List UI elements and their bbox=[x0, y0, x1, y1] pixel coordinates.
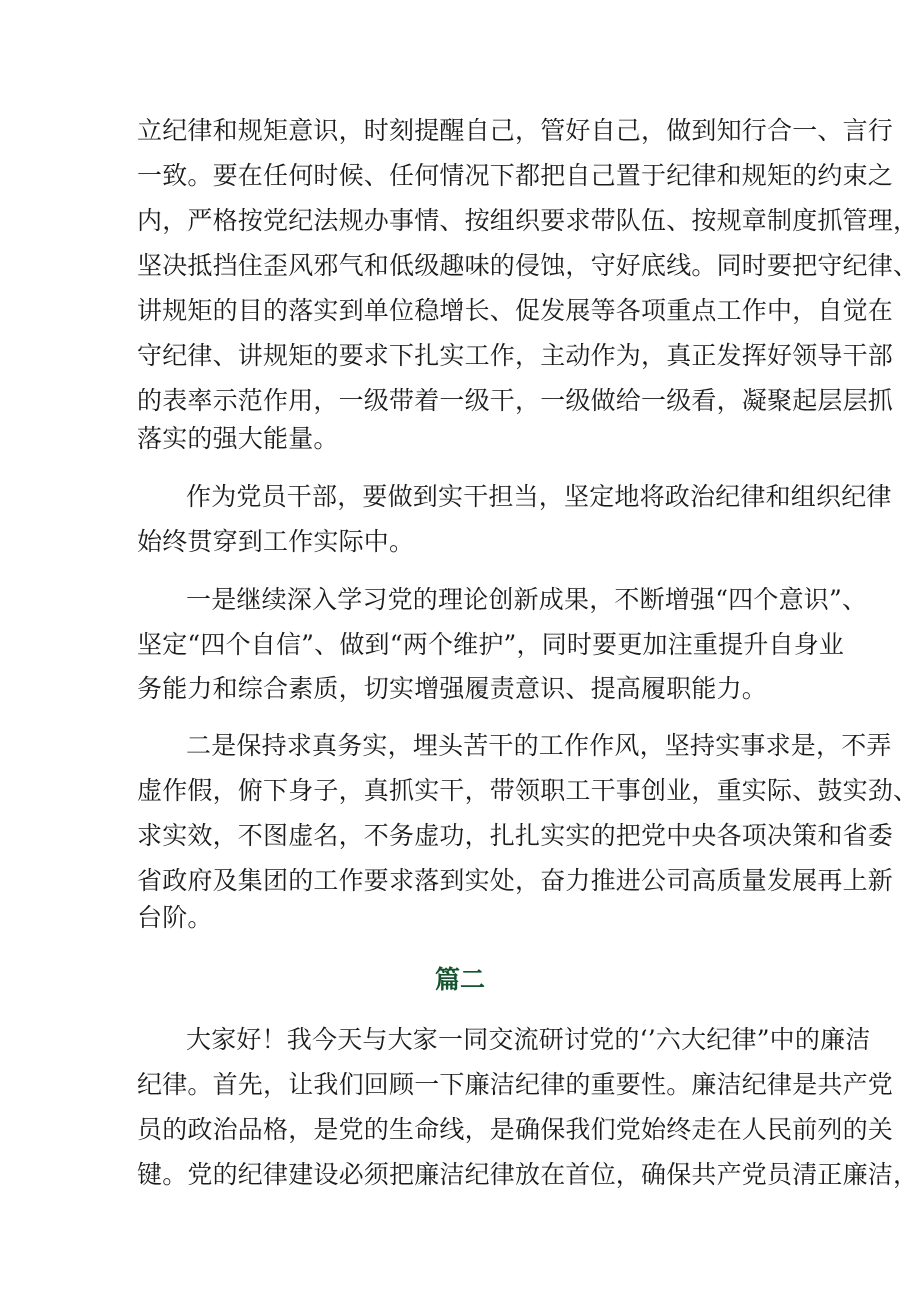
paragraph-line: 二是保持求真务实，埋头苦干的工作作风，坚持实事求是，不弄 bbox=[186, 731, 892, 760]
paragraph-line: 坚定“四个自信”、做到“两个维护”，同时要更加注重提升自身业 bbox=[137, 630, 845, 659]
paragraph-line: 务能力和综合素质，切实增强履责意识、提高履职能力。 bbox=[137, 674, 768, 703]
paragraph-line: 讲规矩的目的落实到单位稳增长、促发展等各项重点工作中，自觉在 bbox=[137, 296, 894, 325]
paragraph-line: 纪律。首先，让我们回顾一下廉洁纪律的重要性。廉洁纪律是共产党 bbox=[137, 1070, 894, 1099]
section-heading: 篇二 bbox=[434, 965, 485, 994]
paragraph-line: 一是继续深入学习党的理论创新成果，不断增强“四个意识”、 bbox=[186, 585, 868, 614]
paragraph-line: 坚决抵挡住歪风邪气和低级趣味的侵蚀，守好底线。同时要把守纪律、 bbox=[137, 251, 919, 280]
paragraph-line: 立纪律和规矩意识，时刻提醒自己，管好自己，做到知行合一、言行 bbox=[137, 116, 894, 145]
paragraph-line: 虚作假，俯下身子，真抓实干，带领职工干事创业，重实际、鼓实劲、 bbox=[137, 776, 919, 805]
paragraph-line: 台阶。 bbox=[137, 903, 213, 932]
paragraph-line: 求实效，不图虚名，不务虚功，扎扎实实的把党中央各项决策和省委 bbox=[137, 821, 894, 850]
paragraph-line: 省政府及集团的工作要求落到实处，奋力推进公司高质量发展再上新 bbox=[137, 866, 894, 895]
paragraph-line: 落实的强大能量。 bbox=[137, 424, 339, 453]
paragraph-line: 守纪律、讲规矩的要求下扎实工作，主动作为，真正发挥好领导干部 bbox=[137, 341, 894, 370]
paragraph-line: 大家好！我今天与大家一同交流研讨党的‘’六大纪律”中的廉洁 bbox=[186, 1025, 871, 1054]
paragraph-line: 内，严格按党纪法规办事情、按组织要求带队伍、按规章制度抓管理， bbox=[137, 206, 919, 235]
paragraph-line: 键。党的纪律建设必须把廉洁纪律放在首位，确保共产党员清正廉洁， bbox=[137, 1160, 919, 1189]
paragraph-line: 员的政治品格，是党的生命线，是确保我们党始终走在人民前列的关 bbox=[137, 1115, 894, 1144]
paragraph-line: 作为党员干部，要做到实干担当，坚定地将政治纪律和组织纪律 bbox=[186, 482, 892, 511]
paragraph-line: 的表率示范作用，一级带着一级干，一级做给一级看，凝聚起层层抓 bbox=[137, 386, 894, 415]
paragraph-line: 始终贯穿到工作实际中。 bbox=[137, 527, 415, 556]
paragraph-line: 一致。要在任何时候、任何情况下都把自己置于纪律和规矩的约束之 bbox=[137, 161, 894, 190]
